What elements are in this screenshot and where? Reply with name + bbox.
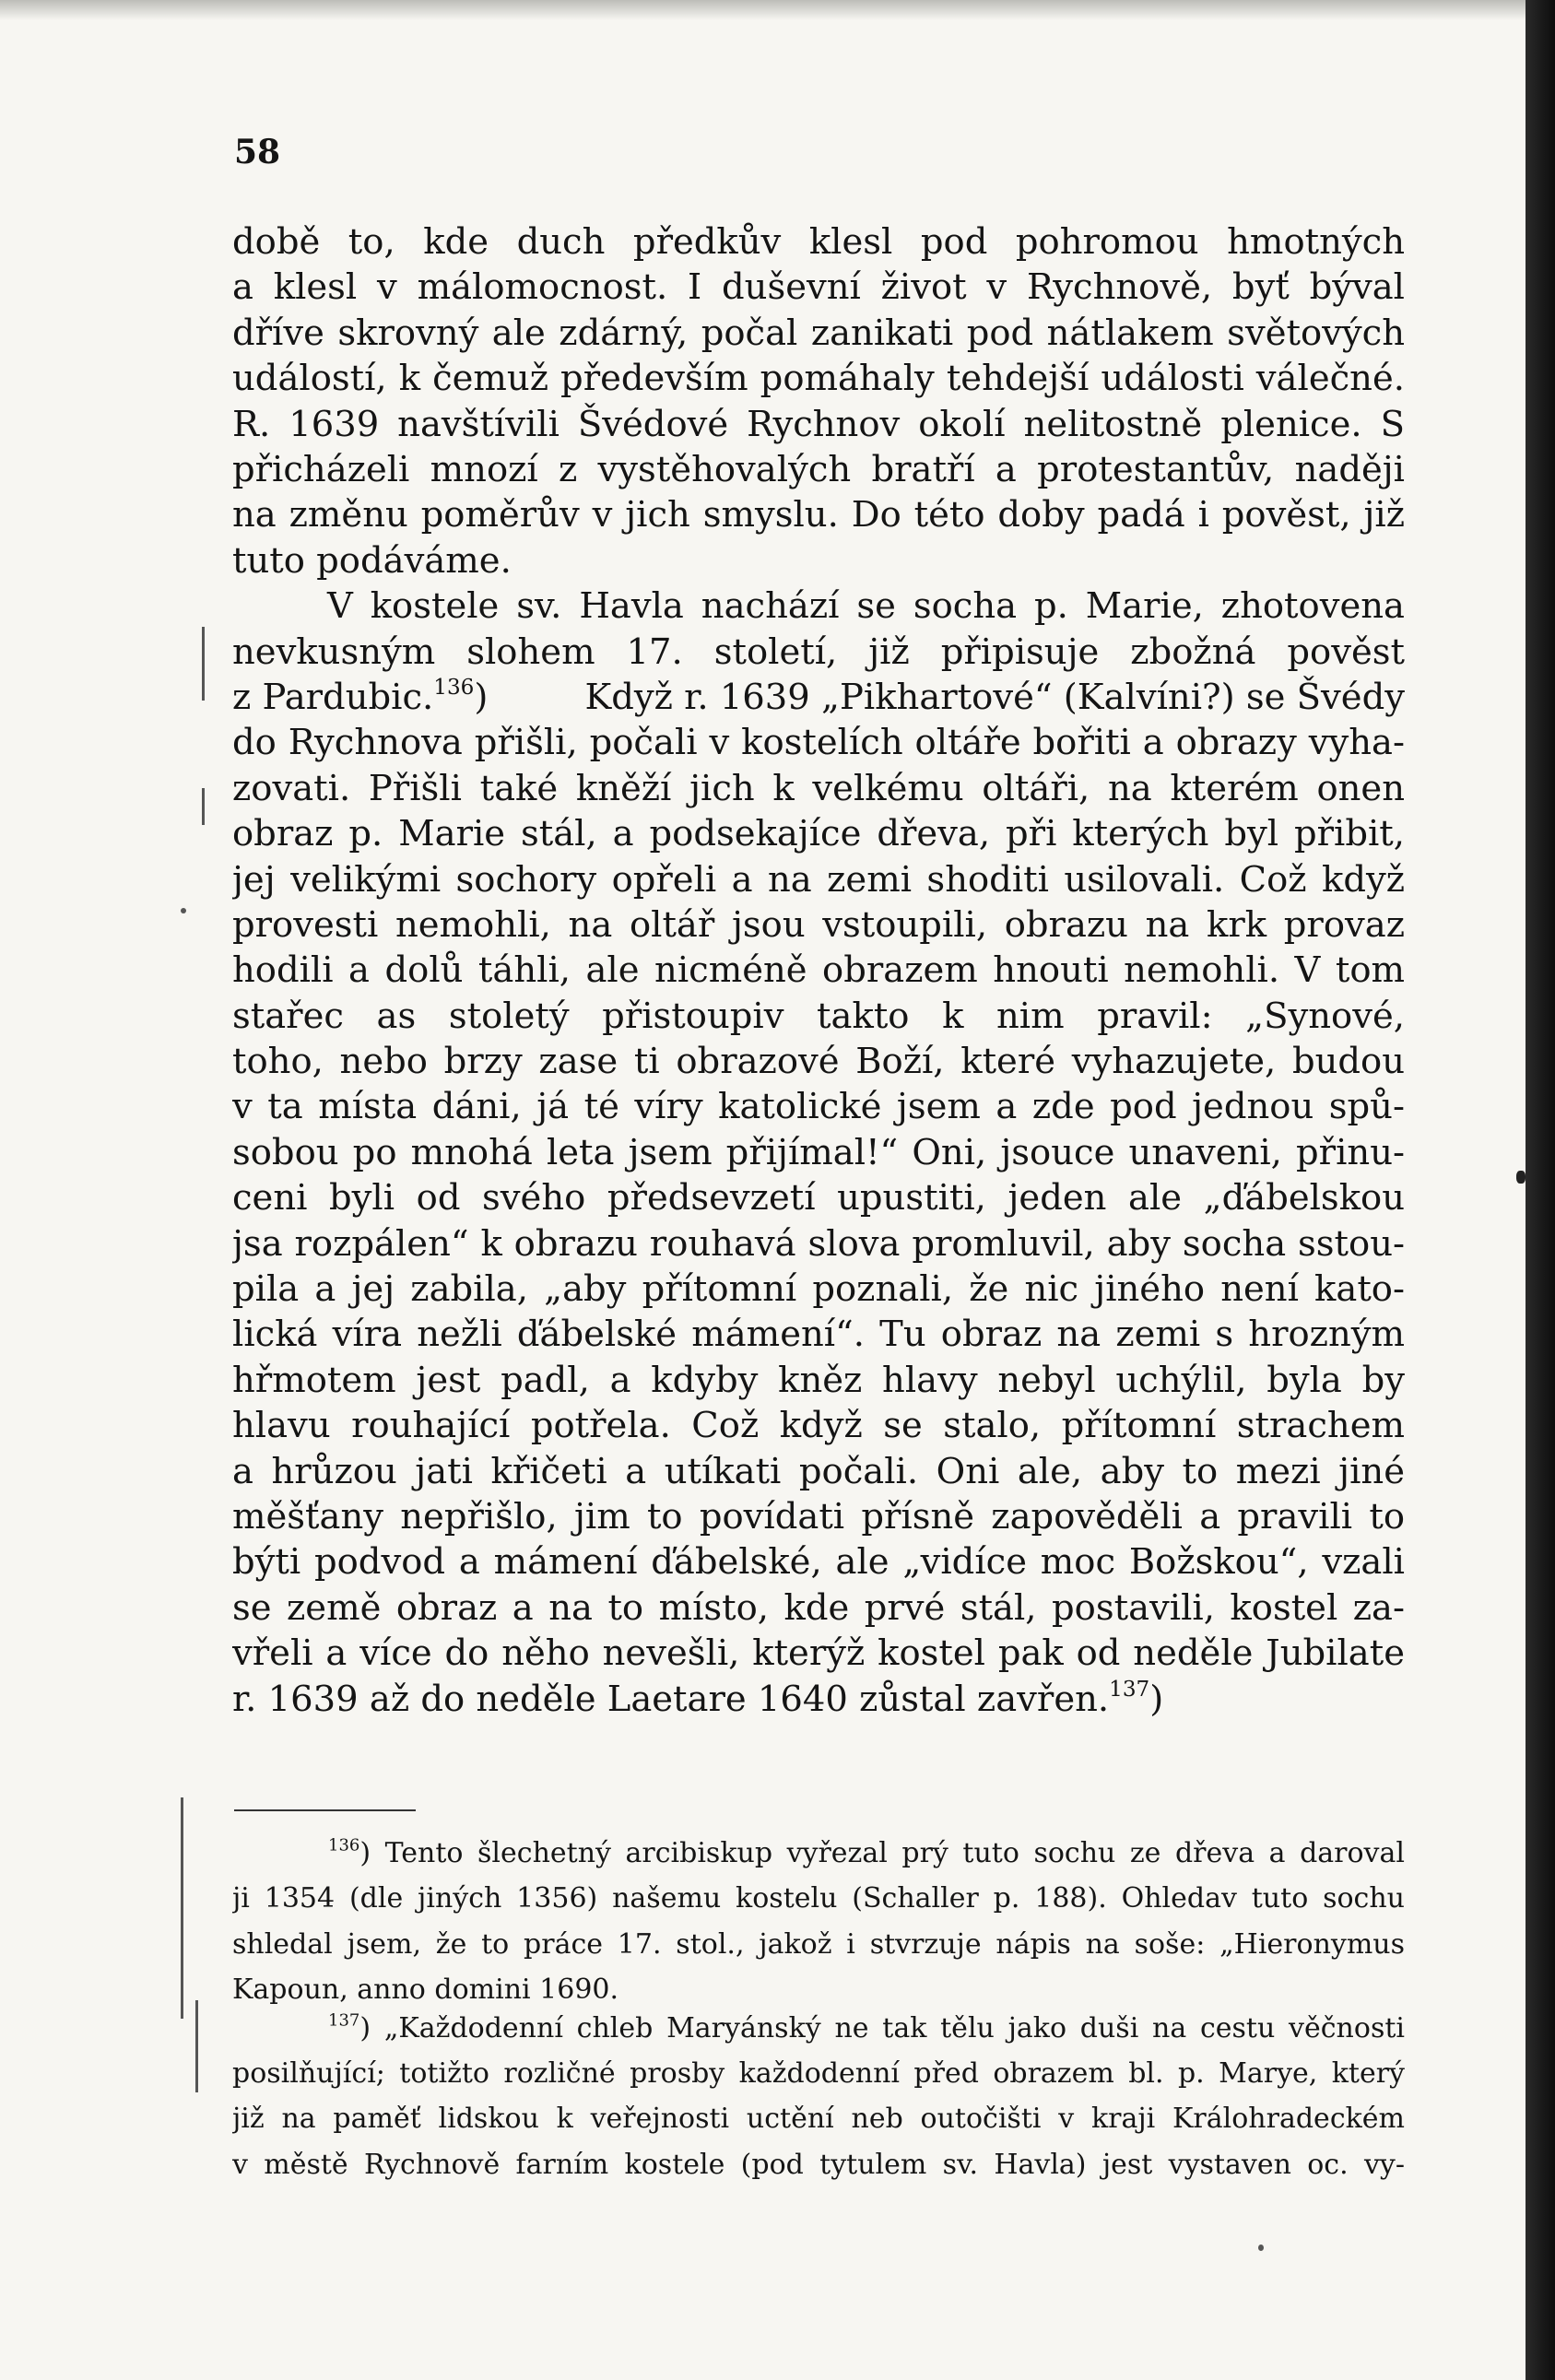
text-line: toho, nebo brzy zase ti obrazové Boží, které vyhazujete, budou [232, 1041, 1405, 1083]
text-line: hodili a dolů táhli, ale nicméně obrazem hnouti nemohli. V tom [232, 949, 1405, 992]
paragraph-start-line: V kostele sv. Havla nachází se socha p. Marie, zhotovena [327, 585, 1405, 628]
text-line: zovati. Přišli také kněží jich k velkému oltáři, na kterém onen [232, 767, 1405, 809]
text-line: R. 1639 navštívili Švédové Rychnov okolí nelitostně plenice. S [232, 403, 1405, 445]
scan-edge [1526, 0, 1555, 2380]
footnote-text: Tento šlechetný arcibiskup vyřezal prý tuto sochu ze dřeva a daroval [384, 1837, 1405, 1869]
page-number: 58 [234, 133, 281, 171]
margin-dot [1516, 1171, 1526, 1184]
text-line: se země obraz a na to místo, kde prvé stál, postavili, kostel za- [232, 1586, 1405, 1629]
footnote-number-137: 137 [328, 2010, 360, 2031]
footnote-line: již na paměť lidskou k veřejnosti uctění neb outočišti v kraji Králohradeckém [232, 2103, 1405, 2136]
page-top-shadow [0, 0, 1526, 20]
text-line: a hrůzou jati křičeti a utíkati počali. Oni ale, aby to mezi jiné [232, 1450, 1405, 1492]
footnote-number-136: 136 [328, 1835, 360, 1856]
footnote-line: v městě Rychnově farním kostele (pod tytulem sv. Havla) jest vystaven oc. vy- [232, 2148, 1405, 2181]
margin-mark [181, 1797, 183, 2019]
text-line: jsa rozpálen“ k obrazu rouhavá slova promluvil, aby socha sstou- [232, 1222, 1405, 1265]
text-line: jej velikými sochory opřeli a na zemi shoditi usilovali. Což když [232, 858, 1405, 901]
text-line: v ta místa dáni, já té víry katolické jsem a zde pod jednou spů- [232, 1086, 1405, 1128]
text-line: na změnu poměrův v jich smyslu. Do této doby padá i pověst, již [232, 494, 1405, 536]
footnote-divider [234, 1809, 416, 1811]
text-line: obraz p. Marie stál, a podsekajíce dřeva, při kterých byl přibit, [232, 813, 1405, 855]
footnote-ref-136: 136 [433, 675, 475, 700]
text-line: pila a jej zabila, „aby přítomní poznali, že nic jiného není kato- [232, 1268, 1405, 1311]
margin-dot [1258, 2245, 1264, 2251]
footnotes [232, 1834, 1405, 2191]
margin-mark [202, 788, 205, 825]
text-line: vřeli a více do něho nevešli, kterýž kostel pak od neděle Jubilate [232, 1632, 1405, 1675]
footnote-137-line: $^{137}$) „Každodenní chleb Maryánský ne tak tělu jako duši na cestu věčnosti [328, 2010, 1405, 2044]
text-segment: z Pardubic.$^{136}$) [232, 675, 489, 718]
text-line: a klesl v málomocnost. I duševní život v Rychnově, byť býval [232, 266, 1405, 309]
text-line: měšťany nepřišlo, jim to povídati přísně zapověděli a pravili to [232, 1495, 1405, 1538]
text-line: hlavu rouhající potřela. Což když se stalo, přítomní strachem [232, 1405, 1405, 1447]
main-text [232, 219, 1405, 1722]
margin-mark [195, 2000, 198, 2092]
text-fragment: z Pardubic. [232, 676, 434, 718]
footnote-136-line: $^{136}$) Tento šlechetný arcibiskup vyřezal prý tuto sochu ze dřeva a daroval [328, 1835, 1405, 1869]
footnote-line: Kapoun, anno domini 1690. [232, 1974, 619, 2007]
margin-dot [181, 908, 186, 913]
text-line: býti podvod a mámení ďábelské, ale „vidíce moc Božskou“, vzali [232, 1541, 1405, 1584]
footnote-line: shledal jsem, že to práce 17. stol., jakož i stvrzuje nápis na soše: „Hieronymus [232, 1927, 1405, 1961]
text-line-with-footnote-ref: r. 1639 až do neděle Laetare 1640 zůstal zavřen.$^{137}$) [232, 1677, 1164, 1720]
footnote-line: ji 1354 (dle jiných 1356) našemu kostelu (Schaller p. 188). Ohledav tuto sochu [232, 1882, 1405, 1915]
footnote-ref-137: 137 [1109, 1677, 1150, 1702]
text-line: hřmotem jest padl, a kdyby kněz hlavy nebyl uchýlil, byla by [232, 1359, 1405, 1401]
text-line: přicházeli mnozí z vystěhovalých bratří a protestantův, naději [232, 448, 1405, 490]
footnote-line: posilňující; totižto rozličné prosby každodenní před obrazem bl. p. Marye, který [232, 2057, 1405, 2091]
text-line-with-footnote-ref [232, 675, 1405, 720]
text-line: stařec as stoletý přistoupiv takto k nim pravil: „Synové, [232, 995, 1405, 1037]
text-line: ceni byli od svého předsevzetí upustiti, jeden ale „ďábelskou [232, 1177, 1405, 1219]
text-line: nevkusným slohem 17. století, již připisuje zbožná pověst [232, 630, 1405, 673]
text-line: dříve skrovný ale zdárný, počal zanikati pod nátlakem světových [232, 312, 1405, 354]
text-line: událostí, k čemuž především pomáhaly tehdejší události válečné. [232, 358, 1405, 400]
text-fragment: r. 1639 až do neděle Laetare 1640 zůstal zavřen. [232, 1678, 1110, 1720]
text-fragment: Když r. 1639 „Pikhartové“ (Kalvíni?) se Švédy [584, 676, 1405, 718]
text-line: do Rychnova přišli, počali v kostelích oltáře bořiti a obrazy vyha- [232, 722, 1405, 764]
footnote-text: „Každodenní chleb Maryánský ne tak tělu jako duši na cestu věčnosti [383, 2011, 1405, 2044]
text-line: tuto podáváme. [232, 539, 512, 582]
text-line: provesti nemohli, na oltář jsou vstoupili, obrazu na krk provaz [232, 903, 1405, 946]
text-line: lická víra nežli ďábelské mámení“. Tu obraz na zemi s hrozným [232, 1314, 1405, 1356]
text-line: sobou po mnohá leta jsem přijímal!“ Oni, jsouce unaveni, přinu- [232, 1131, 1405, 1173]
text-line: době to, kde duch předkův klesl pod pohromou hmotných [232, 221, 1405, 263]
margin-mark [202, 627, 205, 701]
